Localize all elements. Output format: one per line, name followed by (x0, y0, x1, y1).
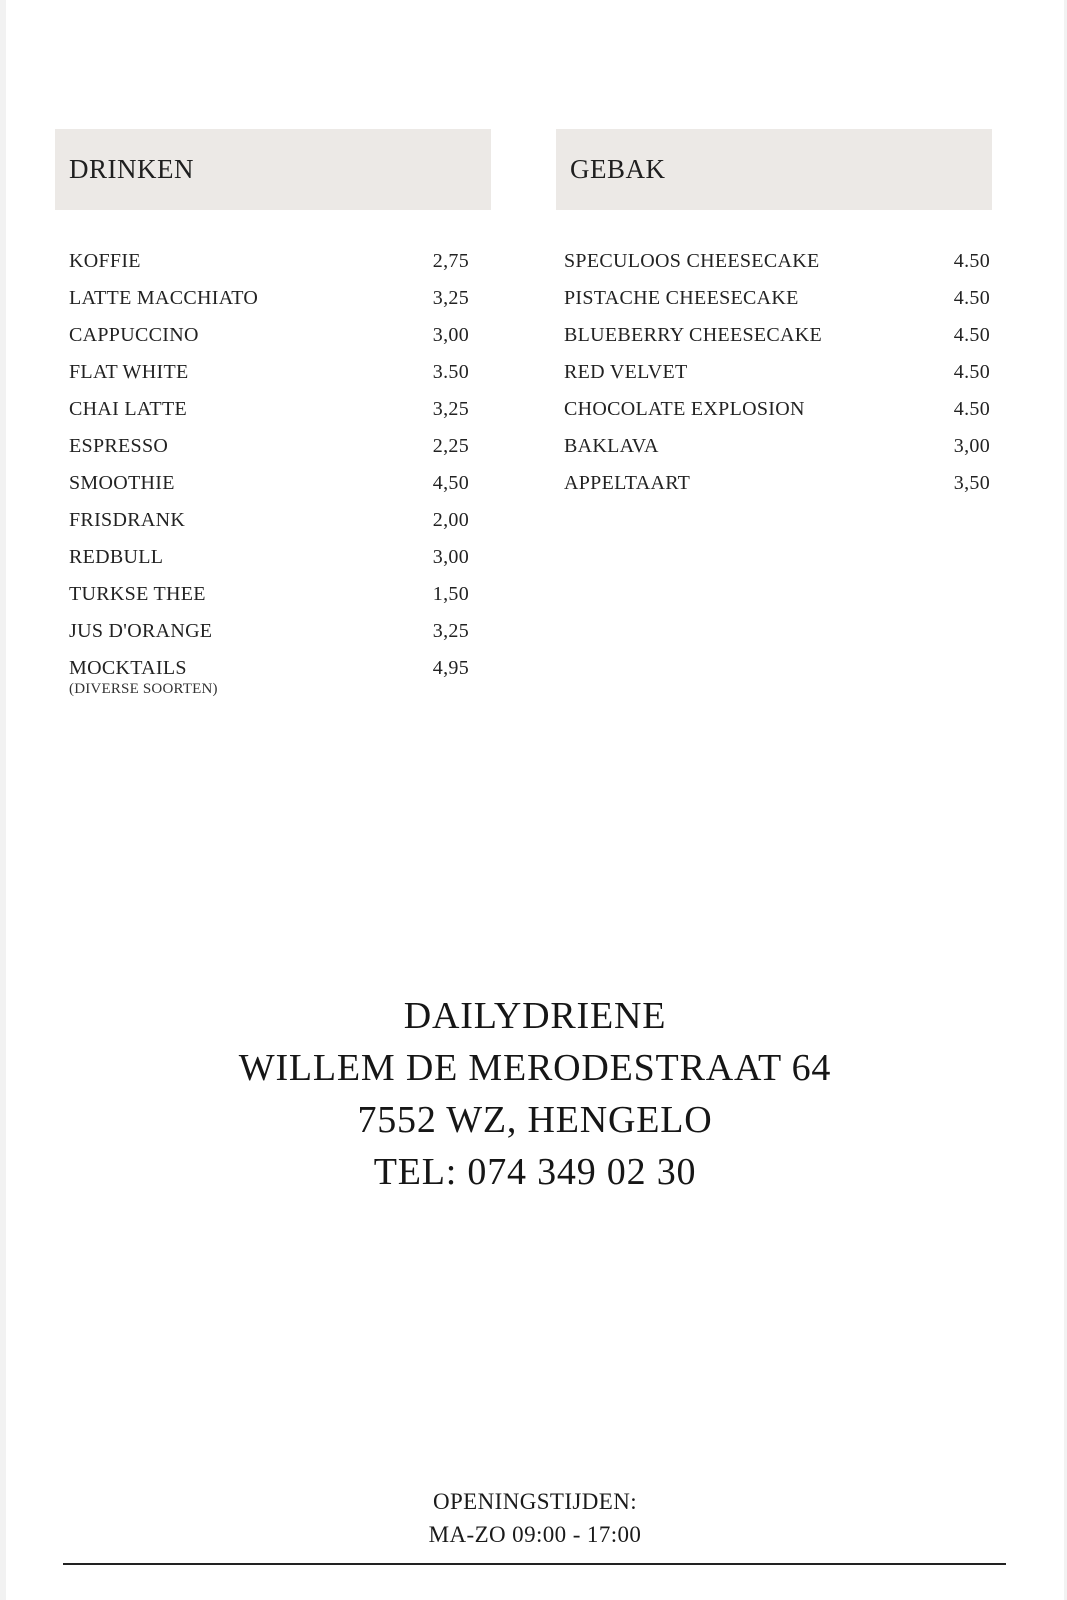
item-price: 2,75 (432, 250, 469, 272)
menu-item-chocolate-explosion (564, 398, 990, 435)
menu-item-espresso (69, 435, 469, 472)
menu-item-speculoos-cheesecake (564, 250, 990, 287)
menu-item-chai-latte (69, 398, 469, 435)
item-price: 3,00 (432, 324, 469, 346)
item-name: FRISDRANK (69, 509, 186, 531)
item-name: BLUEBERRY CHEESECAKE (564, 324, 823, 346)
menu-item-mocktails (69, 657, 469, 697)
item-name: FLAT WHITE (69, 361, 189, 383)
item-name: REDBULL (69, 546, 164, 568)
drinks-list (69, 250, 469, 697)
drinks-section (55, 129, 491, 697)
menu-item-latte-macchiato (69, 287, 469, 324)
menu-item-cappuccino (69, 324, 469, 361)
opening-hours-value: MA-ZO 09:00 - 17:00 (428, 1522, 642, 1547)
street-address: WILLEM DE MERODESTRAAT 64 (238, 1047, 832, 1089)
menu-item-appeltaart (564, 472, 990, 509)
item-price: 2,00 (432, 509, 469, 531)
drinks-header: DRINKEN (55, 129, 491, 210)
item-name: CHAI LATTE (69, 398, 187, 420)
bottom-divider (63, 1563, 1006, 1565)
item-price: 4.50 (953, 250, 990, 272)
item-price: 3,00 (432, 546, 469, 568)
pastry-header: GEBAK (556, 129, 992, 210)
item-price: 4.50 (953, 324, 990, 346)
item-price: 1,50 (432, 583, 469, 605)
item-note: (DIVERSE SOORTEN) (69, 681, 218, 697)
item-name: JUS D'ORANGE (69, 620, 213, 642)
item-price: 4.50 (953, 398, 990, 420)
item-name: MOCKTAILS (69, 657, 187, 679)
menu-item-turkse-thee (69, 583, 469, 620)
item-name: PISTACHE CHEESECAKE (564, 287, 799, 309)
item-name: SMOOTHIE (69, 472, 175, 494)
item-name: TURKSE THEE (69, 583, 206, 605)
item-price: 4.50 (953, 287, 990, 309)
item-name: BAKLAVA (564, 435, 659, 457)
menu-item-blueberry-cheesecake (564, 324, 990, 361)
item-price: 3,25 (432, 398, 469, 420)
item-name: SPECULOOS CHEESECAKE (564, 250, 820, 272)
opening-hours (6, 1485, 1064, 1551)
menu-item-redbull (69, 546, 469, 583)
item-price: 4.50 (953, 361, 990, 383)
phone-number: TEL: 074 349 02 30 (373, 1151, 697, 1193)
opening-hours-label: OPENINGSTIJDEN: (432, 1489, 638, 1514)
item-name: CAPPUCCINO (69, 324, 199, 346)
item-price: 2,25 (432, 435, 469, 457)
menu-item-jus-d-orange (69, 620, 469, 657)
item-price: 3,50 (953, 472, 990, 494)
menu-page (6, 0, 1064, 1600)
item-price: 3.50 (432, 361, 469, 383)
menu-item-flat-white (69, 361, 469, 398)
pastry-list (564, 250, 990, 509)
menu-item-frisdrank (69, 509, 469, 546)
pastry-section (556, 129, 992, 494)
item-price: 3,25 (432, 620, 469, 642)
item-name: ESPRESSO (69, 435, 169, 457)
item-name: CHOCOLATE EXPLOSION (564, 398, 805, 420)
menu-item-smoothie (69, 472, 469, 509)
address-block (6, 990, 1064, 1198)
item-name: RED VELVET (564, 361, 688, 383)
business-name: DAILYDRIENE (403, 995, 667, 1037)
item-name: APPELTAART (564, 472, 691, 494)
item-price: 3,25 (432, 287, 469, 309)
item-price: 3,00 (953, 435, 990, 457)
item-price: 4,95 (432, 657, 469, 679)
menu-item-red-velvet (564, 361, 990, 398)
item-price: 4,50 (432, 472, 469, 494)
menu-item-koffie (69, 250, 469, 287)
menu-item-baklava (564, 435, 990, 472)
item-name: KOFFIE (69, 250, 141, 272)
menu-item-pistache-cheesecake (564, 287, 990, 324)
item-name: LATTE MACCHIATO (69, 287, 259, 309)
city-address: 7552 WZ, HENGELO (357, 1099, 713, 1141)
